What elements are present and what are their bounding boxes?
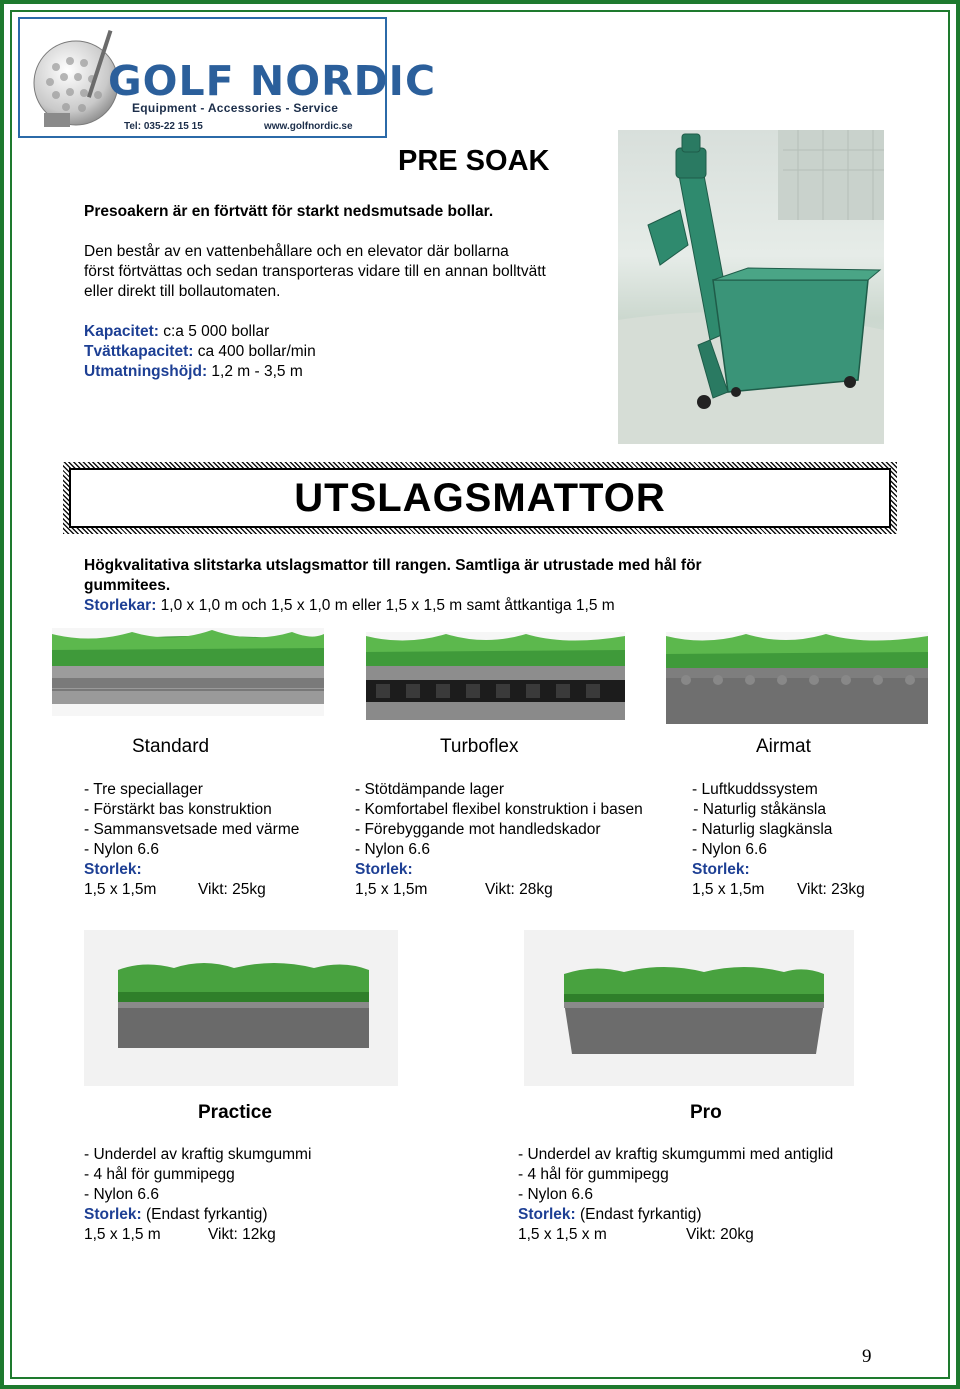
- mats-banner: [63, 462, 897, 534]
- presoak-intro: Presoakern är en förtvätt för starkt nedsmutsade bollar.: [84, 203, 494, 220]
- airmat-size-label: Storlek:: [692, 861, 750, 878]
- practice-feature: - Nylon 6.6: [84, 1186, 159, 1203]
- turboflex-feature: - Stötdämpande lager: [355, 781, 505, 798]
- turboflex-feature: - Komfortabel flexibel konstruktion i basen: [355, 801, 643, 818]
- presoak-desc-line: Den består av en vattenbehållare och en elevator där bollarna: [84, 243, 509, 260]
- golf-nordic-logo: [18, 17, 437, 138]
- practice-heading: Practice: [198, 1102, 272, 1123]
- pro-size-label: Storlek: (Endast fyrkantig): [518, 1206, 702, 1223]
- logo-tagline: Equipment - Accessories - Service: [132, 101, 339, 115]
- standard-feature: - Tre speciallager: [84, 781, 203, 798]
- pro-weight: Vikt: 20kg: [686, 1226, 754, 1243]
- presoak-spec-wash-capacity: Tvättkapacitet: ca 400 bollar/min: [84, 343, 316, 360]
- mats-sizes: Storlekar: 1,0 x 1,0 m och 1,5 x 1,0 m eller 1,5 x 1,5 m samt åttkantiga 1,5 m: [84, 597, 615, 614]
- pro-feature: - 4 hål för gummipegg: [518, 1166, 669, 1183]
- standard-size: 1,5 x 1,5m: [84, 881, 157, 898]
- airmat-feature: - Luftkuddssystem: [692, 781, 818, 798]
- standard-feature: - Förstärkt bas konstruktion: [84, 801, 272, 818]
- presoak-machine-image: [618, 130, 884, 444]
- pro-mat-image: [524, 930, 854, 1086]
- airmat-feature: - Nylon 6.6: [692, 841, 767, 858]
- turboflex-size-label: Storlek:: [355, 861, 413, 878]
- standard-mat-image: [52, 628, 324, 716]
- pro-feature: - Nylon 6.6: [518, 1186, 593, 1203]
- practice-weight: Vikt: 12kg: [208, 1226, 276, 1243]
- airmat-size: 1,5 x 1,5m: [692, 881, 765, 898]
- standard-weight: Vikt: 25kg: [198, 881, 266, 898]
- practice-feature: - Underdel av kraftig skumgummi: [84, 1146, 312, 1163]
- turboflex-mat-image: [366, 632, 625, 720]
- presoak-spec-capacity: Kapacitet: c:a 5 000 bollar: [84, 323, 270, 340]
- airmat-mat-image: [666, 632, 928, 724]
- pro-heading: Pro: [690, 1102, 722, 1123]
- mats-title: UTSLAGSMATTOR: [294, 475, 666, 520]
- airmat-feature: - Naturlig slagkänsla: [692, 821, 833, 838]
- turboflex-weight: Vikt: 28kg: [485, 881, 553, 898]
- pro-feature: - Underdel av kraftig skumgummi med antiglid: [518, 1146, 834, 1163]
- standard-size-label: Storlek:: [84, 861, 142, 878]
- logo-phone: Tel: 035-22 15 15: [124, 121, 203, 132]
- practice-feature: - 4 hål för gummipegg: [84, 1166, 235, 1183]
- standard-feature: - Sammansvetsade med värme: [84, 821, 300, 838]
- presoak-title: PRE SOAK: [398, 145, 550, 177]
- mats-intro-line: Högkvalitativa slitstarka utslagsmattor till rangen. Samtliga är utrustade med hål för: [84, 557, 702, 574]
- page-number: 9: [862, 1346, 872, 1367]
- presoak-desc-line: eller direkt till bollautomaten.: [84, 283, 281, 300]
- airmat-heading: Airmat: [756, 736, 811, 757]
- presoak-spec-output-height: Utmatningshöjd: 1,2 m - 3,5 m: [84, 363, 303, 380]
- airmat-weight: Vikt: 23kg: [797, 881, 865, 898]
- standard-feature: - Nylon 6.6: [84, 841, 159, 858]
- turboflex-size: 1,5 x 1,5m: [355, 881, 428, 898]
- logo-name: GOLF NORDIC: [108, 57, 437, 105]
- practice-size: 1,5 x 1,5 m: [84, 1226, 161, 1243]
- turboflex-feature: - Nylon 6.6: [355, 841, 430, 858]
- practice-mat-image: [84, 930, 398, 1086]
- standard-heading: Standard: [132, 736, 210, 757]
- logo-website: www.golfnordic.se: [264, 121, 353, 132]
- pro-size: 1,5 x 1,5 x m: [518, 1226, 607, 1243]
- turboflex-heading: Turboflex: [440, 736, 519, 757]
- practice-size-label: Storlek: (Endast fyrkantig): [84, 1206, 268, 1223]
- turboflex-feature: - Förebyggande mot handledskador: [355, 821, 601, 838]
- airmat-feature: - Naturlig ståkänsla: [689, 801, 826, 818]
- presoak-desc-line: först förtvättas och sedan transporteras vidare till en annan bolltvätt: [84, 263, 546, 280]
- mats-intro-line: gummitees.: [84, 577, 171, 594]
